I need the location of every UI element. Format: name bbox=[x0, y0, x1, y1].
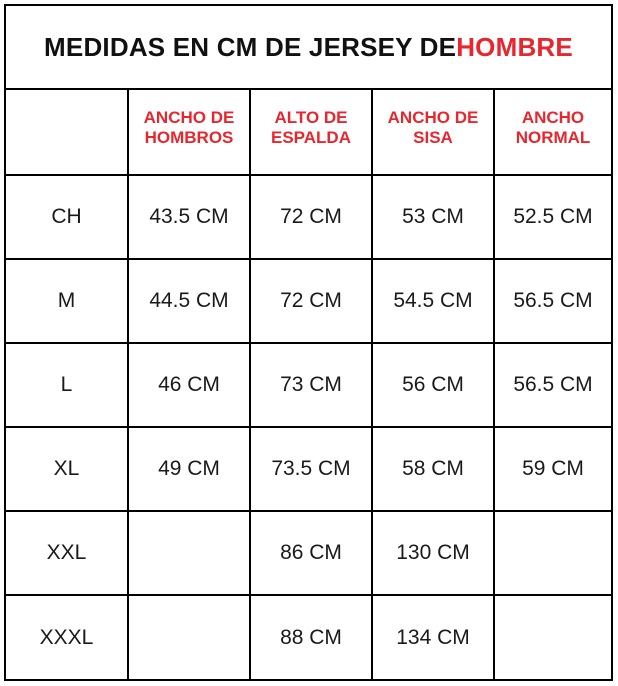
hombros-cell: 49 CM bbox=[128, 427, 250, 511]
sisa-cell: 56 CM bbox=[372, 343, 494, 427]
table-row bbox=[6, 511, 611, 595]
header-ancho-hombros: ANCHO DE HOMBROS bbox=[128, 90, 250, 175]
header-ancho-sisa: ANCHO DE SISA bbox=[372, 90, 494, 175]
title-prefix: MEDIDAS EN CM DE JERSEY DE bbox=[44, 31, 457, 62]
sisa-cell: 58 CM bbox=[372, 427, 494, 511]
hombros-cell bbox=[128, 595, 250, 679]
size-cell: XL bbox=[6, 427, 128, 511]
espalda-cell: 88 CM bbox=[250, 595, 372, 679]
normal-cell bbox=[494, 595, 611, 679]
normal-cell: 56.5 CM bbox=[494, 343, 611, 427]
table-row bbox=[6, 427, 611, 511]
title-highlight: HOMBRE bbox=[456, 31, 573, 62]
table-row bbox=[6, 259, 611, 343]
size-cell: XXXL bbox=[6, 595, 128, 679]
espalda-cell: 72 CM bbox=[250, 175, 372, 259]
normal-cell: 59 CM bbox=[494, 427, 611, 511]
size-cell: XXL bbox=[6, 511, 128, 595]
header-alto-espalda: ALTO DE ESPALDA bbox=[250, 90, 372, 175]
chart-title bbox=[6, 6, 611, 90]
normal-cell: 52.5 CM bbox=[494, 175, 611, 259]
sisa-cell: 130 CM bbox=[372, 511, 494, 595]
hombros-cell bbox=[128, 511, 250, 595]
header-size bbox=[6, 90, 128, 175]
espalda-cell: 73 CM bbox=[250, 343, 372, 427]
sisa-cell: 134 CM bbox=[372, 595, 494, 679]
espalda-cell: 73.5 CM bbox=[250, 427, 372, 511]
size-cell: M bbox=[6, 259, 128, 343]
header-row bbox=[6, 90, 611, 175]
header-ancho-normal: ANCHO NORMAL bbox=[494, 90, 611, 175]
sisa-cell: 54.5 CM bbox=[372, 259, 494, 343]
hombros-cell: 46 CM bbox=[128, 343, 250, 427]
hombros-cell: 43.5 CM bbox=[128, 175, 250, 259]
table-row bbox=[6, 595, 611, 679]
size-chart bbox=[4, 4, 613, 681]
measurements-table bbox=[6, 90, 611, 679]
size-cell: CH bbox=[6, 175, 128, 259]
table-row bbox=[6, 343, 611, 427]
normal-cell: 56.5 CM bbox=[494, 259, 611, 343]
hombros-cell: 44.5 CM bbox=[128, 259, 250, 343]
sisa-cell: 53 CM bbox=[372, 175, 494, 259]
espalda-cell: 86 CM bbox=[250, 511, 372, 595]
espalda-cell: 72 CM bbox=[250, 259, 372, 343]
table-row bbox=[6, 175, 611, 259]
normal-cell bbox=[494, 511, 611, 595]
size-cell: L bbox=[6, 343, 128, 427]
